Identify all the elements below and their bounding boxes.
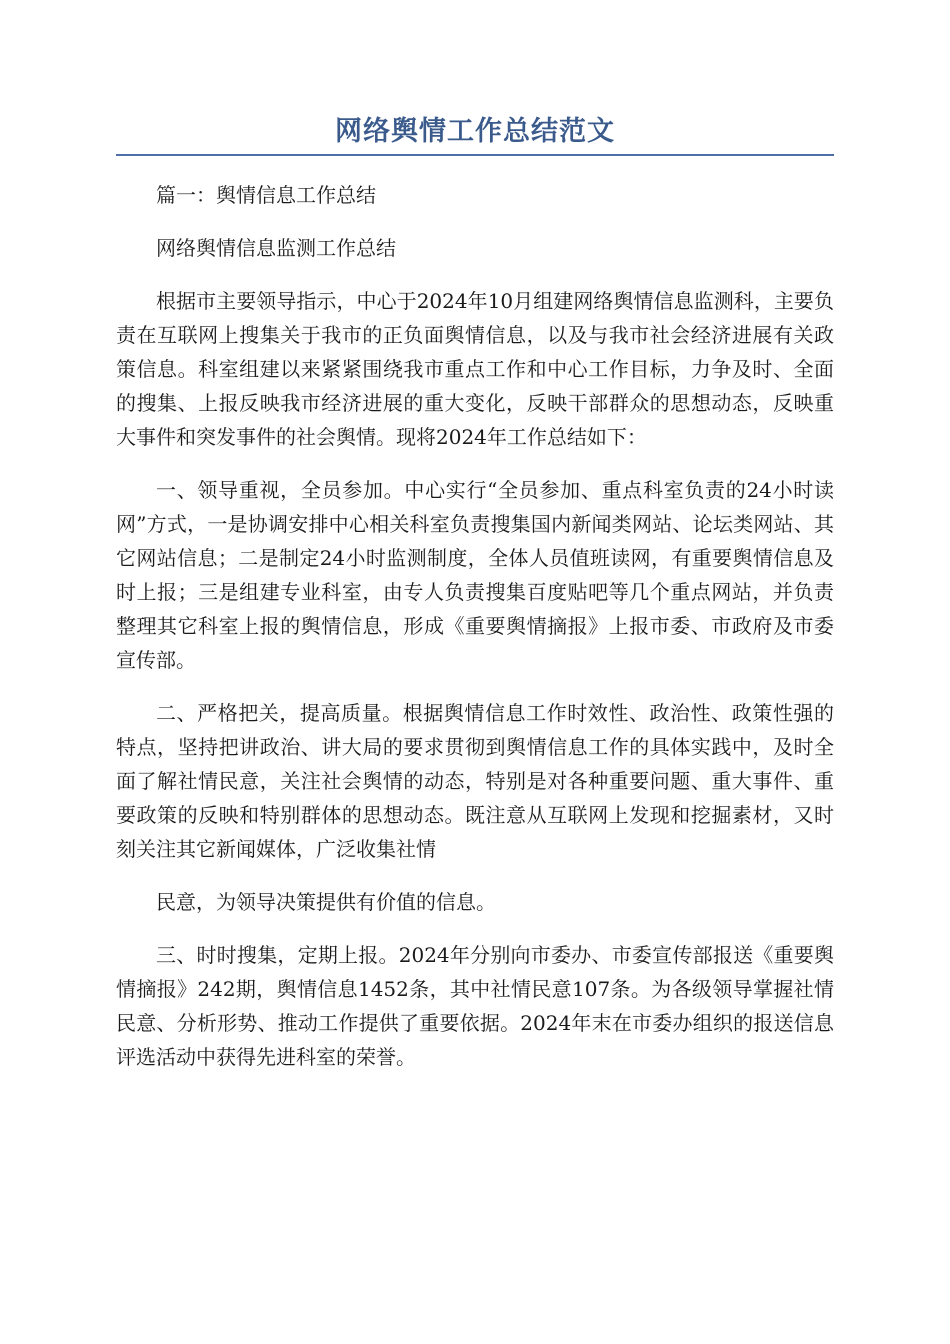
body-paragraph: 二、严格把关，提高质量。根据舆情信息工作时效性、政治性、政策性强的特点，坚持把讲政治、讲大局的要求贯彻到舆情信息工作的具体实践中，及时全面了解社情民意，关注社会舆情的动态，特别是对各种重要问题、重大事件、重要政策的反映和特别群体的思想动态。既注意从互联网上发现和挖掘素材，又时刻关注其它新闻媒体，广泛收集社情: [116, 701, 834, 861]
body-paragraph: 三、时时搜集，定期上报。2024年分别向市委办、市委宣传部报送《重要舆情摘报》242期，舆情信息1452条，其中社情民意107条。为各级领导掌握社情民意、分析形势、推动工作提供了重要依据。2024年末在市委办组织的报送信息评选活动中获得先进科室的荣誉。: [116, 943, 834, 1069]
document-body: [116, 178, 834, 1074]
title-underline: [116, 154, 834, 156]
section-heading: 篇一：舆情信息工作总结: [156, 183, 376, 207]
document-title: 网络舆情工作总结范文: [335, 116, 615, 147]
body-paragraph: 根据市主要领导指示，中心于2024年10月组建网络舆情信息监测科，主要负责在互联网上搜集关于我市的正负面舆情信息，以及与我市社会经济进展有关政策信息。科室组建以来紧紧围绕我市重点工作和中心工作目标，力争及时、全面的搜集、上报反映我市经济进展的重大变化，反映干部群众的思想动态，反映重大事件和突发事件的社会舆情。现将2024年工作总结如下：: [116, 289, 834, 449]
body-paragraph: 民意，为领导决策提供有价值的信息。: [156, 890, 496, 914]
section-subheading: 网络舆情信息监测工作总结: [156, 236, 396, 260]
body-paragraph: 一、领导重视，全员参加。中心实行“全员参加、重点科室负责的24小时读网”方式，一是协调安排中心相关科室负责搜集国内新闻类网站、论坛类网站、其它网站信息；二是制定24小时监测制度，全体人员值班读网，有重要舆情信息及时上报；三是组建专业科室，由专人负责搜集百度贴吧等几个重点网站，并负责整理其它科室上报的舆情信息，形成《重要舆情摘报》上报市委、市政府及市委宣传部。: [116, 478, 834, 672]
